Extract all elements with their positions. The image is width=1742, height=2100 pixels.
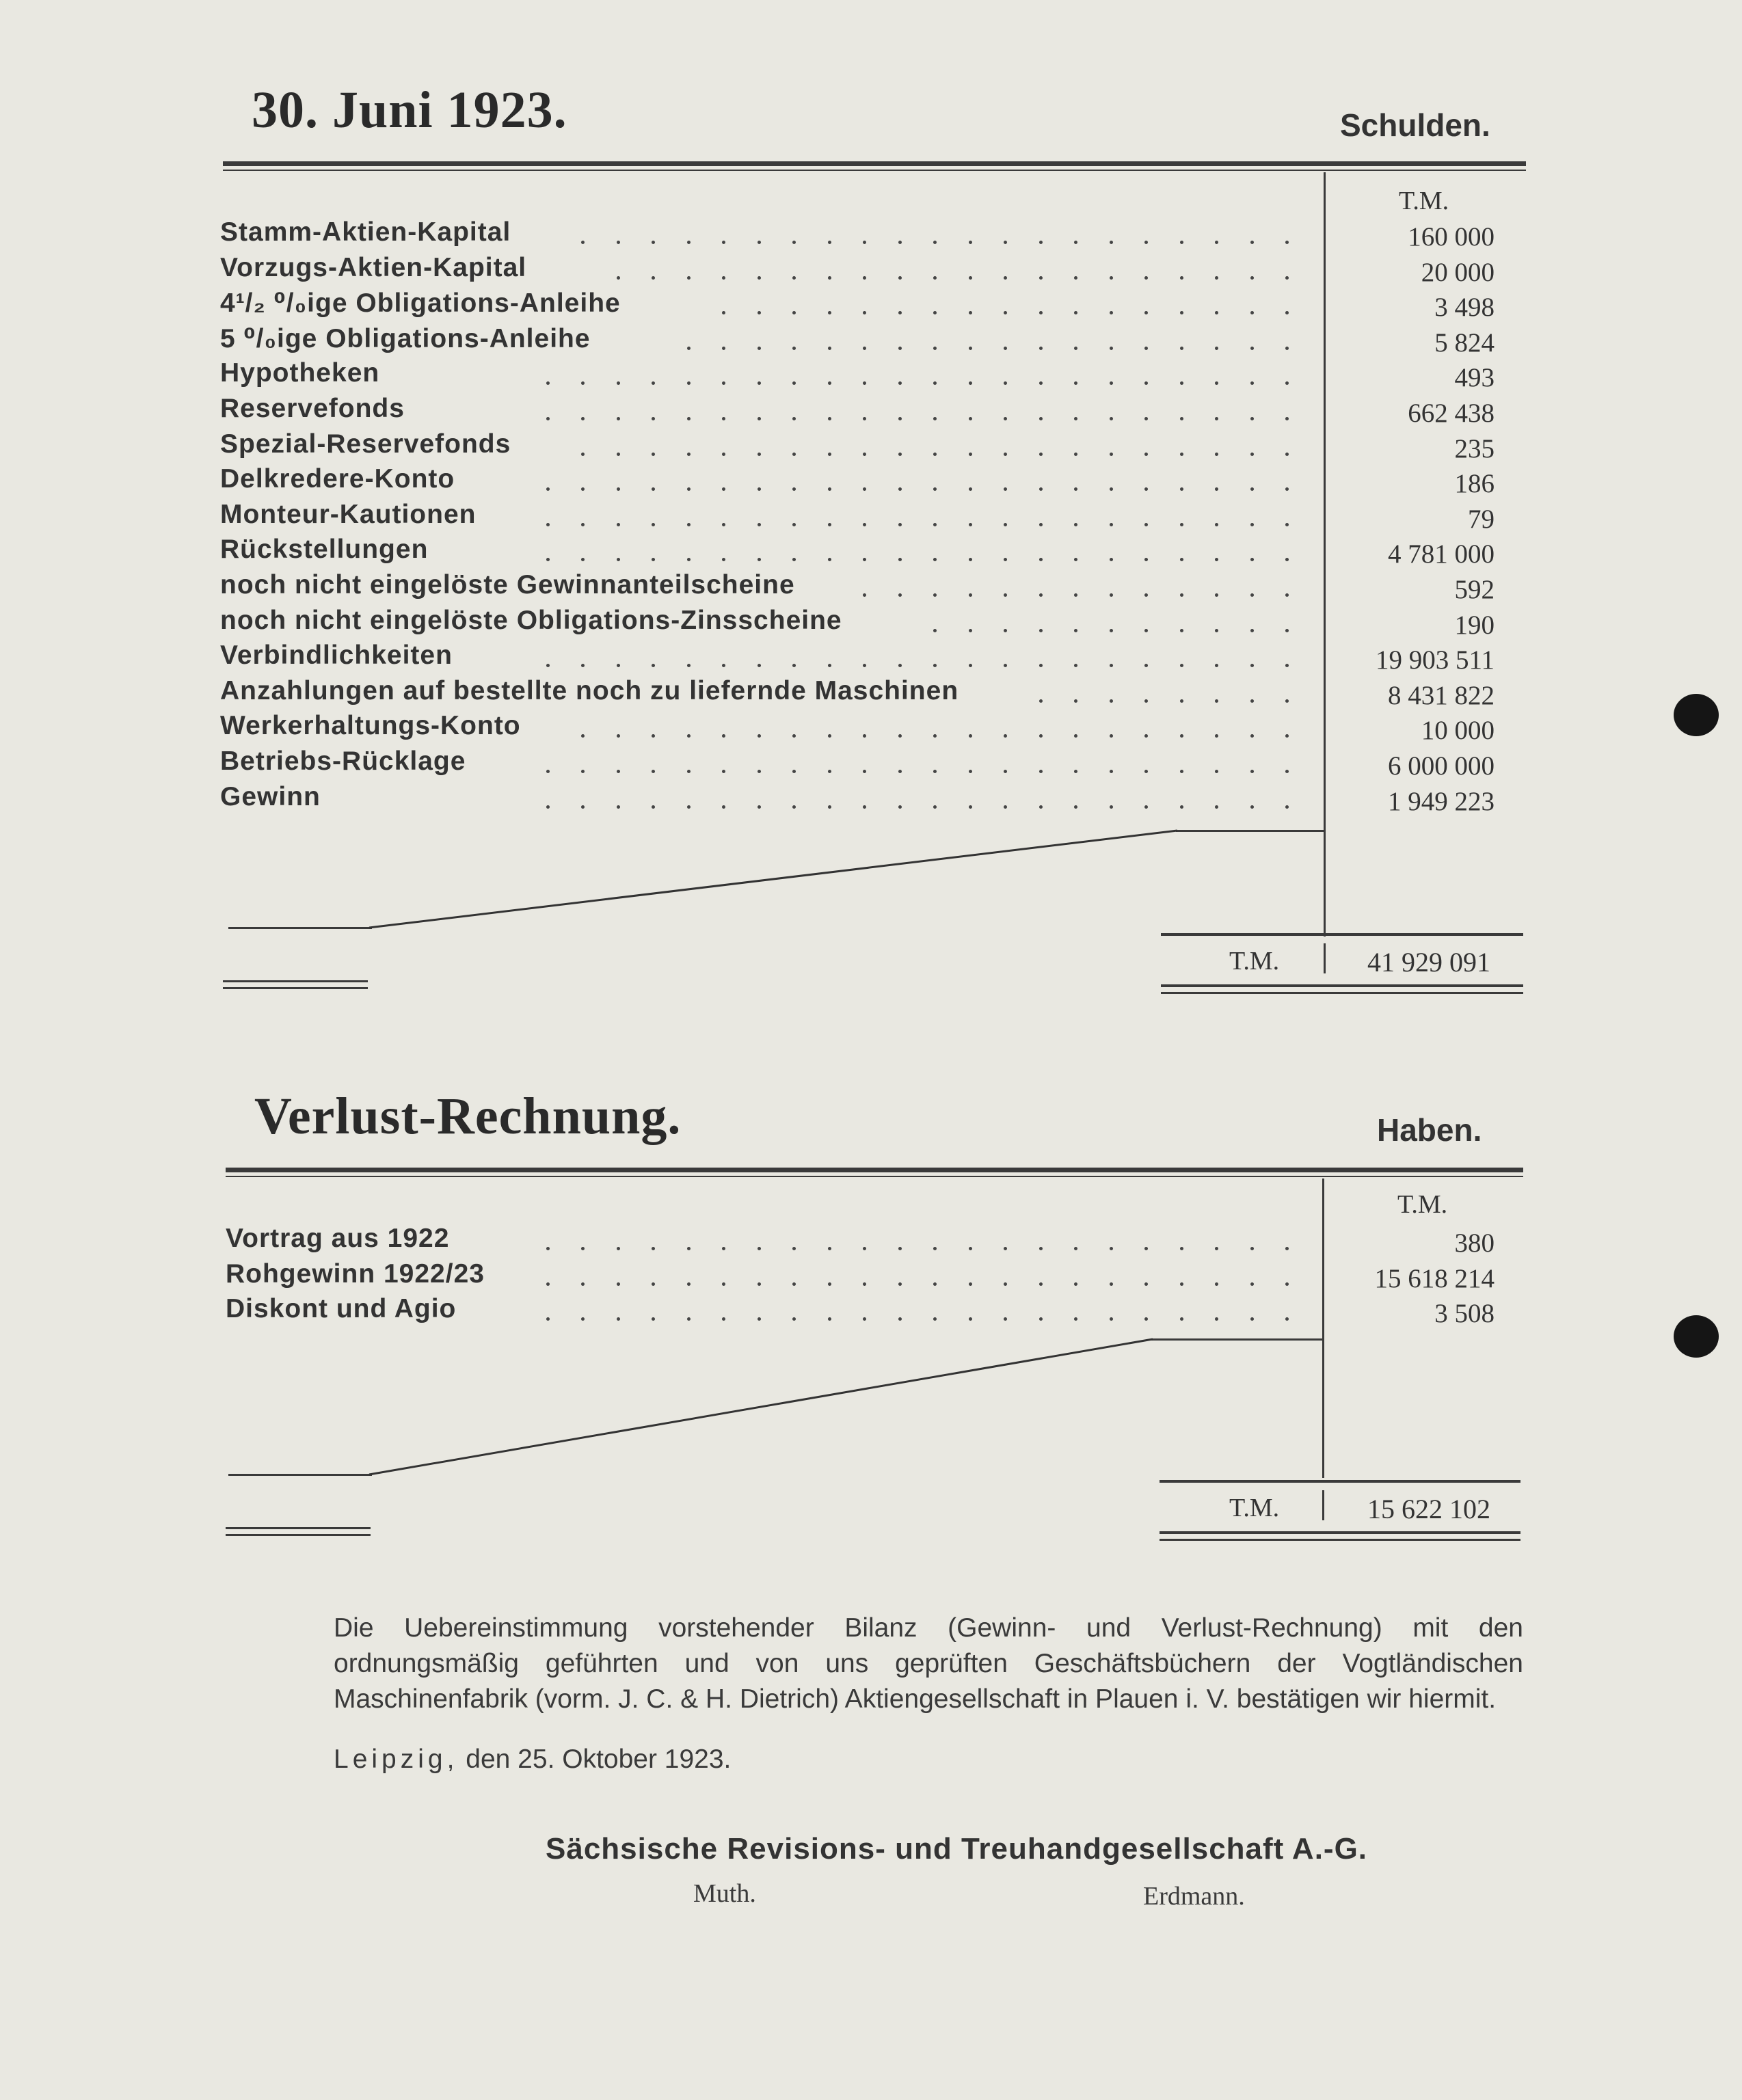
loss-diagonal-line xyxy=(369,1339,1153,1475)
signer-left: Muth. xyxy=(693,1879,756,1908)
balance-unit-header: T.M. xyxy=(1399,187,1449,215)
ledger-row-value: 592 xyxy=(1454,575,1495,604)
ledger-row-value: 235 xyxy=(1454,433,1495,463)
signer-right: Erdmann. xyxy=(1143,1882,1245,1911)
loss-unit-header: T.M. xyxy=(1397,1190,1448,1219)
auditor-company: Sächsische Revisions- und Treuhandgesellschaft A.-G. xyxy=(546,1832,1368,1866)
ledger-row-value: 8 431 822 xyxy=(1388,680,1495,710)
ledger-row-label: Anzahlungen auf bestellte noch zu liefernde Maschinen xyxy=(220,675,959,705)
ledger-row-label: Werkerhaltungs-Konto xyxy=(220,711,521,741)
ledger-row-label: Rohgewinn 1922/23 xyxy=(226,1258,485,1289)
ledger-row-value: 380 xyxy=(1454,1228,1495,1258)
ledger-row-label: Delkredere-Konto xyxy=(220,464,455,494)
ledger-row-value: 19 903 511 xyxy=(1375,645,1495,675)
ledger-row-value: 4 781 000 xyxy=(1388,539,1495,569)
balance-total-unit: T.M. xyxy=(1229,947,1280,975)
ledger-row-value: 3 498 xyxy=(1434,293,1495,323)
ledger-row-label: Betriebs-Rücklage xyxy=(220,746,466,776)
loss-total-value: 15 622 102 xyxy=(1367,1494,1490,1524)
balance-date-title: 30. Juni 1923. xyxy=(252,81,567,139)
ledger-row-value: 3 508 xyxy=(1434,1299,1495,1328)
ledger-row-label: Gewinn xyxy=(220,781,321,811)
balance-total-value: 41 929 091 xyxy=(1367,947,1490,978)
ledger-row-label: 5 ⁰/₀ige Obligations-Anleihe xyxy=(220,323,591,353)
ledger-row-label: Hypotheken xyxy=(220,358,380,388)
ledger-row-value: 493 xyxy=(1454,363,1495,393)
loss-side-label: Haben. xyxy=(1377,1112,1482,1148)
loss-title: Verlust-Rechnung. xyxy=(254,1088,682,1145)
ledger-row-value: 662 438 xyxy=(1408,399,1495,428)
ledger-row-label: noch nicht eingelöste Obligations-Zinsscheine xyxy=(220,605,842,635)
ledger-row-label: 4¹/₂ ⁰/₀ige Obligations-Anleihe xyxy=(220,288,621,319)
certification-city: Leipzig, xyxy=(334,1745,459,1774)
balance-diagonal-line xyxy=(369,831,1177,928)
ledger-row-value: 10 000 xyxy=(1421,716,1495,746)
ledger-row-value: 20 000 xyxy=(1421,257,1495,287)
balance-side-label: Schulden. xyxy=(1340,107,1490,143)
ledger-row-value: 5 824 xyxy=(1434,327,1495,358)
ledger-row-label: noch nicht eingelöste Gewinnanteilscheine xyxy=(220,570,795,600)
ledger-row-label: Monteur-Kautionen xyxy=(220,499,477,529)
ledger-row-label: Vortrag aus 1922 xyxy=(226,1224,450,1253)
ledger-row-value: 15 618 214 xyxy=(1374,1263,1495,1293)
ledger-row-value: 160 000 xyxy=(1408,222,1495,252)
ledger-row-label: Verbindlichkeiten xyxy=(220,641,453,671)
ledger-row-value: 6 000 000 xyxy=(1388,751,1495,781)
certification-place-date xyxy=(334,1745,731,1775)
ledger-row-label: Spezial-Reservefonds xyxy=(220,429,511,459)
certification-paragraph: Die Uebereinstimmung vorstehender Bilanz (Gewinn- und Verlust-Rechnung) mit den ordnungsmäßig geführten und von uns geprüften Geschäftsbüchern der Vogtländischen Maschinenfabrik (vorm. J. C. & H. Dietrich) Aktiengesellschaft in Plauen i. V. bestätigen wir hiermit. xyxy=(334,1613,1523,1714)
ledger-row-value: 190 xyxy=(1454,610,1495,640)
ledger-row-value: 186 xyxy=(1454,469,1495,499)
ledger-row-label: Rückstellungen xyxy=(220,535,429,565)
ledger-row-label: Stamm-Aktien-Kapital xyxy=(220,217,511,247)
ledger-row-label: Vorzugs-Aktien-Kapital xyxy=(220,252,527,282)
ledger-row-label: Reservefonds xyxy=(220,394,405,423)
ledger-row-value: 1 949 223 xyxy=(1388,786,1495,816)
loss-total-unit: T.M. xyxy=(1229,1494,1280,1522)
ledger-row-label: Diskont und Agio xyxy=(226,1294,457,1323)
ledger-row-value: 79 xyxy=(1468,504,1495,534)
certification-date: den 25. Oktober 1923. xyxy=(466,1745,732,1774)
